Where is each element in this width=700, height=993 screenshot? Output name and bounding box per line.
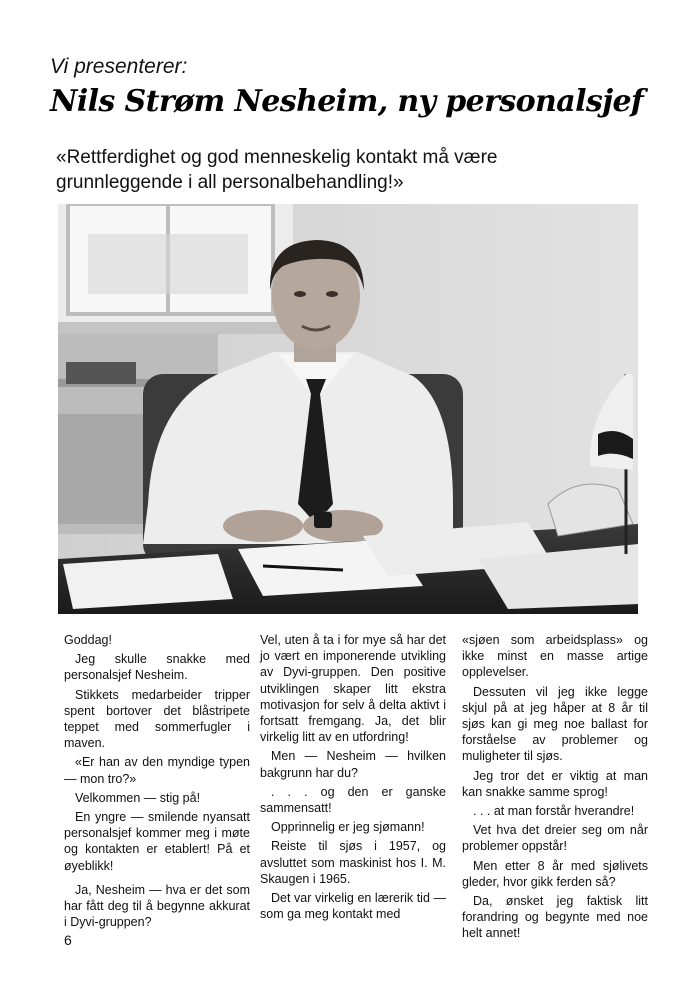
article-body <box>64 632 648 941</box>
paragraph: Goddag! <box>64 633 112 647</box>
paragraph: «sjøen som arbeidsplass» og ikke minst en masse artige opplevelser. <box>462 633 648 680</box>
paragraph: Det var virkelig en lærerik tid — som ga meg kontakt med <box>260 891 446 922</box>
paragraph: . . . og den er ganske sammensatt! <box>260 784 446 816</box>
paragraph: Men — Nesheim — hvilken bakgrunn har du? <box>260 749 446 780</box>
portrait-photo-icon <box>58 204 638 614</box>
paragraph: Velkommen — stig på! <box>75 790 201 805</box>
pull-quote: «Rettferdighet og god menneskelig kontakt må være grunnleggende i all personalbehandling!» <box>56 147 498 193</box>
article-column-2 <box>260 632 446 925</box>
paragraph: Vet hva det dreier seg om når problemer oppstår! <box>462 823 648 854</box>
paragraph: Stikkets medarbeider tripper spent bortover det blåstripete teppet med sommerfugler i maven. <box>64 687 250 751</box>
article-column-1 <box>64 632 250 933</box>
page-title: Nils Strøm Nesheim, ny personalsjef <box>50 84 644 119</box>
paragraph: Opprinnelig er jeg sjømann! <box>271 820 425 835</box>
paragraph: Da, ønsket jeg faktisk litt forandring og begynte med noe helt annet! <box>462 894 648 941</box>
page-number: 6 <box>64 932 72 948</box>
kicker: Vi presenterer: <box>50 55 188 78</box>
paragraph: Reiste til sjøs i 1957, og avsluttet som maskinist hos I. M. Skaugen i 1965. <box>260 839 446 886</box>
paragraph: En yngre — smilende nyansatt personalsjef kommer meg i møte og kontakten er etablert! På et øyeblikk! <box>64 810 250 873</box>
paragraph: Vel, uten å ta i for mye så har det jo vært en imponerende utvikling av Dyvi-gruppen. Den positive utviklingen skaper litt ekstra motivasjon for selv å delta aktivt i fortsatt fremgang. Ja, det blir virkelig litt av en utfordring! <box>260 633 446 745</box>
paragraph: Men etter 8 år med sjølivets gleder, hvor gikk ferden så? <box>462 858 648 889</box>
paragraph: Ja, Nesheim — hva er det som har fått deg til å begynne akkurat i Dyvi-gruppen? <box>64 882 250 930</box>
paragraph: Jeg tror det er viktig at man kan snakke samme sprog! <box>462 768 648 799</box>
paragraph: Jeg skulle snakke med personalsjef Nesheim. <box>64 652 250 683</box>
article-column-3 <box>462 632 648 945</box>
paragraph: . . . at man forstår hverandre! <box>473 804 635 819</box>
paragraph: Dessuten vil jeg ikke legge skjul på at jeg håper at 8 år til sjøs kan gi meg noe ballast for forståelse av problemer og muligheter til sjøs. <box>462 684 648 764</box>
paragraph: «Er han av den myndige typen — mon tro?» <box>64 755 250 786</box>
